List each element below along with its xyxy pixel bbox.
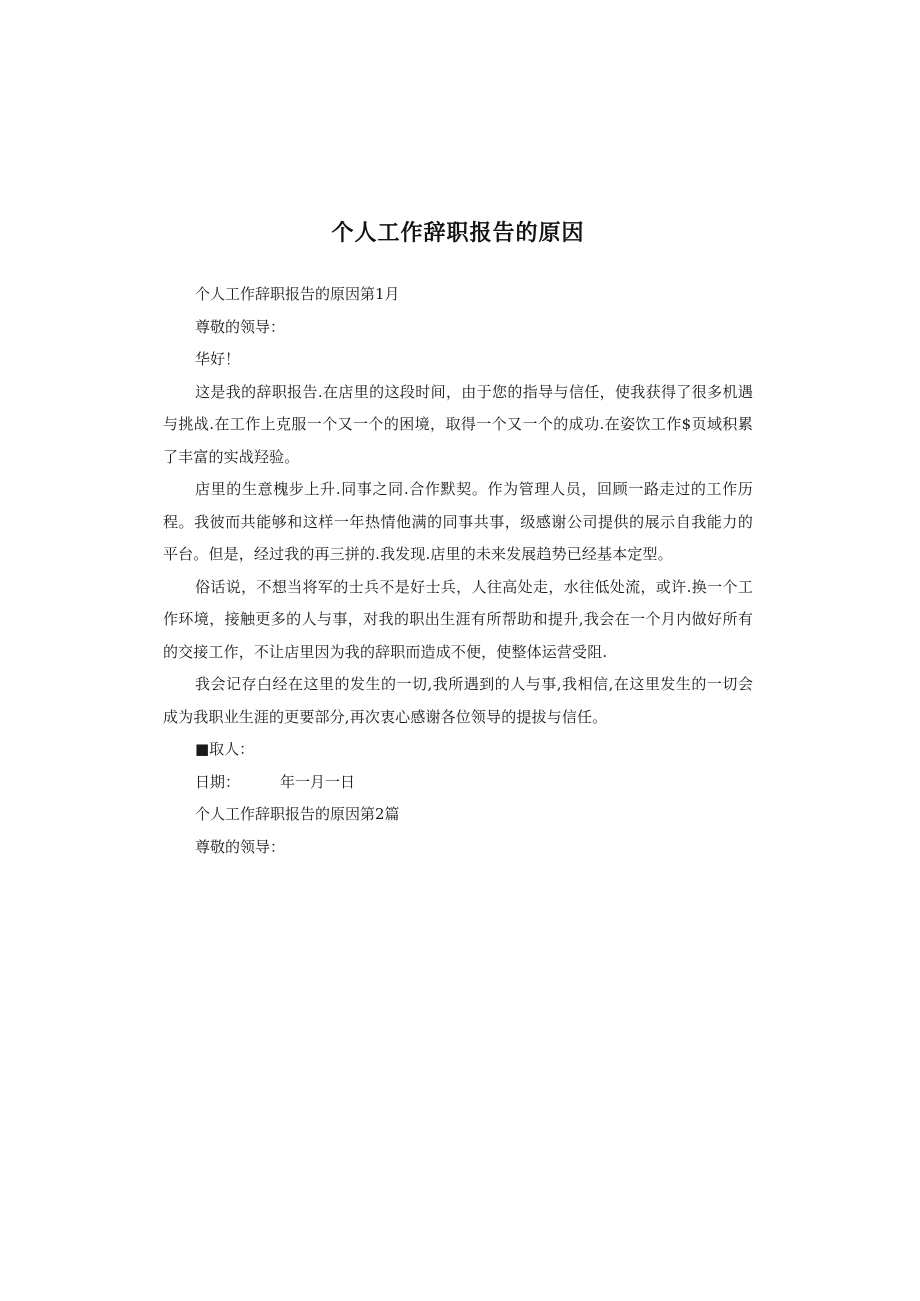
salutation: 尊敬的领导： — [195, 837, 286, 856]
document-page — [163, 216, 753, 863]
document-title: 个人工作辞职报告的原因 — [331, 221, 585, 246]
paragraph: 俗话说，不想当将军的士兵不是好士兵，人往高处走，水往低处流，或许.换一个工作环境，接触更多的人与事，对我的职出生涯有所帮助和提升,我会在一个月内做好所有的交接工作，不让店里因为我的辞职而造成不便，使整体运营受阻. — [163, 577, 753, 661]
date-value: 年一月一日 — [280, 772, 356, 791]
signer-line: ■取人： — [195, 740, 255, 758]
paragraph: 店里的生意槐步上升.同事之同.合作默契。作为管理人员，回顾一路走过的工作历程。我彼而共能够和这样一年热情他满的同事共事，级感谢公司提供的展示自我能力的平台。但是，经过我的再三拼的.我发现.店里的未来发展趋势已经基本定型。 — [163, 480, 753, 563]
paragraph: 这是我的辞职报告.在店里的这段时间，由于您的指导与信任，使我获得了很多机遇与挑战.在工作上克服一个又一个的困境，取得一个又一个的成功.在姿饮工作$页域积累了丰富的实战羟验。 — [163, 382, 753, 466]
section-heading: 个人工作辞职报告的原因第1月 — [195, 285, 400, 303]
salutation: 尊敬的领导： — [195, 317, 286, 336]
paragraph: 我会记存白经在这里的发生的一切,我所遇到的人与事,我相信,在这里发生的一切会成为我职业生涯的更要部分,再次衷心感谢各位领导的提拔与信任。 — [163, 675, 753, 726]
date-label: 日期： — [195, 772, 241, 791]
greeting: 华好！ — [195, 350, 241, 368]
section-heading: 个人工作辞职报告的原因第2篇 — [195, 805, 400, 823]
date-line — [163, 766, 753, 799]
